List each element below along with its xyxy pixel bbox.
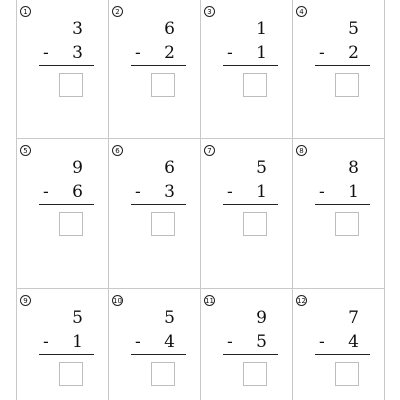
minuend: 5 — [348, 19, 359, 39]
problem-cell — [293, 139, 385, 289]
problem-cell — [17, 289, 109, 400]
answer-line — [131, 65, 186, 66]
minuend: 5 — [72, 308, 83, 328]
problem-number: 9 — [20, 295, 31, 306]
minuend: 3 — [72, 19, 83, 39]
problem-number: 2 — [112, 6, 123, 17]
answer-box[interactable] — [243, 212, 267, 236]
answer-box[interactable] — [151, 212, 175, 236]
answer-box[interactable] — [151, 362, 175, 386]
minuend: 7 — [348, 308, 359, 328]
answer-box[interactable] — [335, 362, 359, 386]
answer-line — [223, 354, 278, 355]
subtrahend: 1 — [72, 332, 83, 352]
answer-line — [315, 204, 370, 205]
answer-box[interactable] — [59, 73, 83, 97]
minuend: 9 — [256, 308, 267, 328]
answer-box[interactable] — [151, 73, 175, 97]
subtrahend: 4 — [348, 332, 359, 352]
subtrahend: 5 — [256, 332, 267, 352]
problem-number: 1 — [20, 6, 31, 17]
subtrahend: 4 — [164, 332, 175, 352]
problem-number: 7 — [204, 145, 215, 156]
answer-line — [39, 65, 94, 66]
minus-sign: - — [227, 182, 233, 202]
minuend: 6 — [164, 158, 175, 178]
minuend: 5 — [164, 308, 175, 328]
answer-box[interactable] — [243, 73, 267, 97]
problem-number: 10 — [113, 297, 122, 305]
answer-box[interactable] — [335, 73, 359, 97]
answer-line — [39, 204, 94, 205]
minus-sign: - — [319, 182, 325, 202]
answer-line — [315, 65, 370, 66]
problem-number: 4 — [296, 6, 307, 17]
problem-number: 8 — [296, 145, 307, 156]
subtrahend: 2 — [348, 43, 359, 63]
problem-cell — [17, 139, 109, 289]
minuend: 6 — [164, 19, 175, 39]
answer-line — [131, 204, 186, 205]
minuend: 8 — [348, 158, 359, 178]
subtrahend: 1 — [348, 182, 359, 202]
subtrahend: 3 — [72, 43, 83, 63]
minus-sign: - — [43, 43, 49, 63]
answer-line — [39, 354, 94, 355]
problem-number: 12 — [297, 297, 306, 305]
problem-number: 11 — [205, 297, 214, 305]
answer-box[interactable] — [335, 212, 359, 236]
problem-cell — [201, 0, 293, 139]
subtrahend: 2 — [164, 43, 175, 63]
subtrahend: 3 — [164, 182, 175, 202]
answer-box[interactable] — [59, 362, 83, 386]
minus-sign: - — [135, 182, 141, 202]
subtrahend: 1 — [256, 182, 267, 202]
answer-line — [131, 354, 186, 355]
problem-cell — [293, 0, 385, 139]
minuend: 5 — [256, 158, 267, 178]
problem-cell — [293, 289, 385, 400]
problem-cell — [201, 289, 293, 400]
problem-cell — [109, 0, 201, 139]
answer-line — [223, 204, 278, 205]
answer-box[interactable] — [59, 212, 83, 236]
minus-sign: - — [227, 332, 233, 352]
minus-sign: - — [319, 332, 325, 352]
minus-sign: - — [135, 332, 141, 352]
minus-sign: - — [43, 182, 49, 202]
minus-sign: - — [319, 43, 325, 63]
problem-cell — [17, 0, 109, 139]
minuend: 1 — [256, 19, 267, 39]
problem-number: 3 — [204, 6, 215, 17]
minuend: 9 — [72, 158, 83, 178]
minus-sign: - — [227, 43, 233, 63]
problem-cell — [201, 139, 293, 289]
answer-line — [315, 354, 370, 355]
problem-number: 6 — [112, 145, 123, 156]
problem-cell — [109, 289, 201, 400]
answer-box[interactable] — [243, 362, 267, 386]
problem-cell — [109, 139, 201, 289]
subtrahend: 6 — [72, 182, 83, 202]
minus-sign: - — [43, 332, 49, 352]
answer-line — [223, 65, 278, 66]
minus-sign: - — [135, 43, 141, 63]
subtrahend: 1 — [256, 43, 267, 63]
problem-number: 5 — [20, 145, 31, 156]
problem-grid — [16, 0, 385, 400]
